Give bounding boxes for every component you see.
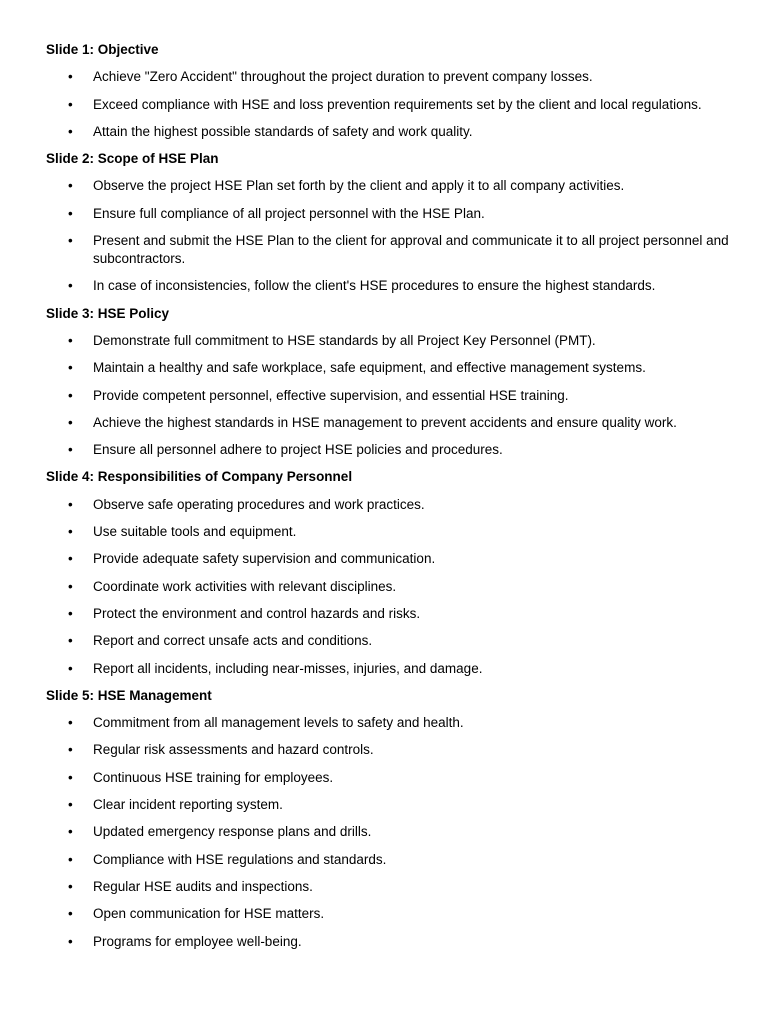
list-item <box>46 414 736 432</box>
bullet-icon: • <box>68 933 73 949</box>
list-item-text: Present and submit the HSE Plan to the client for approval and communicate it to all project personnel and subcontractors. <box>93 233 729 267</box>
bullet-icon: • <box>68 769 73 785</box>
list-item <box>46 96 736 114</box>
list-item-text: Attain the highest possible standards of safety and work quality. <box>93 123 473 139</box>
bullet-icon: • <box>68 906 73 922</box>
bullet-list <box>46 714 736 950</box>
list-item-text: Continuous HSE training for employees. <box>93 769 334 785</box>
section-heading: Slide 3: HSE Policy <box>46 305 170 321</box>
list-item-text: Report all incidents, including near-misses, injuries, and damage. <box>93 660 483 676</box>
bullet-icon: • <box>68 278 73 294</box>
section-policy <box>46 305 736 459</box>
bullet-icon: • <box>68 742 73 758</box>
list-item <box>46 387 736 405</box>
list-item-text: Open communication for HSE matters. <box>93 906 325 922</box>
list-item-text: Provide adequate safety supervision and communication. <box>93 551 436 567</box>
list-item <box>46 205 736 223</box>
list-item-text: Regular risk assessments and hazard controls. <box>93 742 374 758</box>
bullet-icon: • <box>68 178 73 194</box>
list-item <box>46 769 736 787</box>
list-item-text: Use suitable tools and equipment. <box>93 524 297 540</box>
list-item-text: Updated emergency response plans and drills. <box>93 824 372 840</box>
document <box>46 41 736 951</box>
list-item <box>46 496 736 514</box>
bullet-list <box>46 177 736 295</box>
list-item-text: Compliance with HSE regulations and standards. <box>93 851 387 867</box>
list-item-text: Exceed compliance with HSE and loss prevention requirements set by the client and local regulations. <box>93 96 702 112</box>
bullet-list <box>46 332 736 459</box>
bullet-icon: • <box>68 660 73 676</box>
bullet-list <box>46 68 736 141</box>
list-item <box>46 878 736 896</box>
section-heading: Slide 1: Objective <box>46 42 159 57</box>
list-item-text: Achieve the highest standards in HSE management to prevent accidents and ensure quality work. <box>93 414 677 430</box>
list-item <box>46 933 736 951</box>
bullet-icon: • <box>68 496 73 512</box>
list-item-text: In case of inconsistencies, follow the client's HSE procedures to ensure the highest standards. <box>93 278 656 294</box>
list-item <box>46 905 736 923</box>
bullet-icon: • <box>68 442 73 458</box>
bullet-icon: • <box>68 578 73 594</box>
bullet-icon: • <box>68 715 73 731</box>
bullet-icon: • <box>68 414 73 430</box>
list-item <box>46 714 736 732</box>
list-item-text: Ensure all personnel adhere to project HSE policies and procedures. <box>93 442 503 458</box>
list-item-text: Observe safe operating procedures and work practices. <box>93 496 425 512</box>
bullet-icon: • <box>68 524 73 540</box>
list-item <box>46 523 736 541</box>
list-item <box>46 578 736 596</box>
list-item <box>46 851 736 869</box>
list-item <box>46 660 736 678</box>
section-heading: Slide 2: Scope of HSE Plan <box>46 151 219 167</box>
list-item-text: Achieve "Zero Accident" throughout the project duration to prevent company losses. <box>93 69 593 85</box>
bullet-icon: • <box>68 69 73 85</box>
section-scope <box>46 150 736 295</box>
bullet-icon: • <box>68 387 73 403</box>
list-item-text: Regular HSE audits and inspections. <box>93 878 313 894</box>
list-item-text: Clear incident reporting system. <box>93 797 283 813</box>
section-heading: Slide 5: HSE Management <box>46 687 212 703</box>
bullet-icon: • <box>68 633 73 649</box>
list-item <box>46 68 736 86</box>
bullet-icon: • <box>68 233 73 249</box>
list-item <box>46 359 736 377</box>
bullet-list <box>46 496 736 678</box>
section-responsibilities <box>46 468 736 677</box>
list-item <box>46 232 736 268</box>
list-item-text: Commitment from all management levels to safety and health. <box>93 715 464 731</box>
bullet-icon: • <box>68 123 73 139</box>
section-management <box>46 687 736 951</box>
list-item-text: Coordinate work activities with relevant disciplines. <box>93 578 397 594</box>
list-item <box>46 177 736 195</box>
section-objective <box>46 41 736 141</box>
list-item-text: Demonstrate full commitment to HSE standards by all Project Key Personnel (PMT). <box>93 332 596 348</box>
list-item-text: Maintain a healthy and safe workplace, safe equipment, and effective management systems. <box>93 360 646 376</box>
list-item <box>46 277 736 295</box>
bullet-icon: • <box>68 96 73 112</box>
list-item-text: Report and correct unsafe acts and conditions. <box>93 633 373 649</box>
list-item <box>46 123 736 141</box>
list-item-text: Ensure full compliance of all project personnel with the HSE Plan. <box>93 205 485 221</box>
bullet-icon: • <box>68 797 73 813</box>
list-item <box>46 823 736 841</box>
bullet-icon: • <box>68 824 73 840</box>
bullet-icon: • <box>68 360 73 376</box>
bullet-icon: • <box>68 605 73 621</box>
list-item-text: Provide competent personnel, effective supervision, and essential HSE training. <box>93 387 569 403</box>
list-item <box>46 632 736 650</box>
section-heading: Slide 4: Responsibilities of Company Personnel <box>46 469 353 485</box>
list-item-text: Programs for employee well-being. <box>93 933 302 949</box>
bullet-icon: • <box>68 332 73 348</box>
list-item <box>46 796 736 814</box>
bullet-icon: • <box>68 205 73 221</box>
bullet-icon: • <box>68 878 73 894</box>
bullet-icon: • <box>68 851 73 867</box>
list-item <box>46 741 736 759</box>
list-item <box>46 441 736 459</box>
list-item-text: Observe the project HSE Plan set forth by the client and apply it to all company activities. <box>93 178 625 194</box>
list-item <box>46 332 736 350</box>
bullet-icon: • <box>68 551 73 567</box>
list-item <box>46 550 736 568</box>
list-item-text: Protect the environment and control hazards and risks. <box>93 605 421 621</box>
list-item <box>46 605 736 623</box>
